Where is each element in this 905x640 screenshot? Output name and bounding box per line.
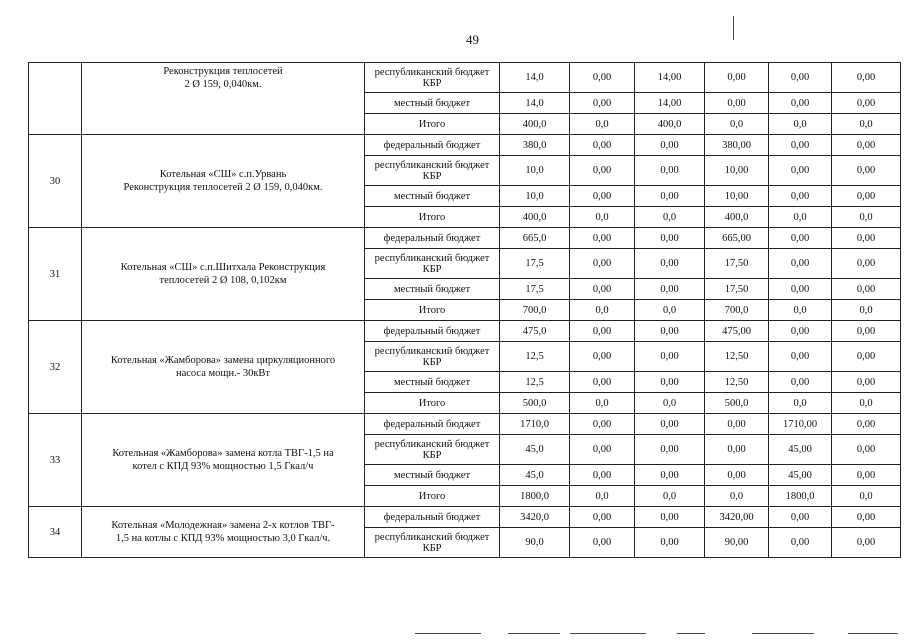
amount-cell: 380,0 — [500, 135, 570, 156]
project-description-cell — [82, 228, 365, 321]
amount-cell: 0,00 — [635, 414, 705, 435]
amount-cell: 0,0 — [832, 486, 901, 507]
funding-source-cell: республиканский бюджет КБР — [365, 156, 500, 186]
item-number-cell — [29, 63, 82, 135]
amount-cell: 0,00 — [832, 342, 901, 372]
amount-cell: 45,0 — [500, 465, 570, 486]
amount-cell: 0,0 — [570, 300, 635, 321]
amount-cell: 10,0 — [500, 186, 570, 207]
amount-cell: 0,0 — [769, 393, 832, 414]
amount-cell: 10,00 — [705, 156, 769, 186]
table-row — [29, 63, 901, 93]
amount-cell: 0,00 — [570, 228, 635, 249]
amount-cell: 0,00 — [570, 342, 635, 372]
amount-cell: 0,0 — [769, 300, 832, 321]
amount-cell: 665,00 — [705, 228, 769, 249]
amount-cell: 12,5 — [500, 342, 570, 372]
amount-cell: 400,0 — [500, 114, 570, 135]
amount-cell: 0,00 — [570, 93, 635, 114]
amount-cell: 0,00 — [570, 249, 635, 279]
amount-cell: 0,0 — [635, 300, 705, 321]
amount-cell: 17,50 — [705, 279, 769, 300]
amount-cell: 17,5 — [500, 279, 570, 300]
amount-cell: 0,0 — [832, 393, 901, 414]
amount-cell: 17,50 — [705, 249, 769, 279]
scan-mark — [570, 633, 646, 634]
project-description-line: котел с КПД 93% мощностью 1,5 Гкал/ч — [132, 461, 314, 472]
funding-source-cell: республиканский бюджет КБР — [365, 435, 500, 465]
amount-cell: 90,00 — [705, 528, 769, 558]
amount-cell: 0,00 — [769, 507, 832, 528]
project-description-line: Котельная «Жамборова» замена циркуляционного — [110, 355, 336, 366]
amount-cell: 0,0 — [635, 393, 705, 414]
amount-cell: 0,00 — [769, 135, 832, 156]
item-number-cell: 33 — [29, 414, 82, 507]
amount-cell: 0,00 — [570, 528, 635, 558]
amount-cell: 0,00 — [769, 249, 832, 279]
project-description-line: 2 Ø 159, 0,040км. — [184, 79, 262, 90]
amount-cell: 0,00 — [705, 465, 769, 486]
scan-mark — [848, 633, 898, 634]
funding-source-cell: федеральный бюджет — [365, 135, 500, 156]
table-row — [29, 414, 901, 435]
funding-source-cell: республиканский бюджет КБР — [365, 249, 500, 279]
amount-cell: 0,00 — [635, 156, 705, 186]
amount-cell: 400,0 — [500, 207, 570, 228]
amount-cell: 0,00 — [769, 93, 832, 114]
amount-cell: 0,00 — [832, 249, 901, 279]
project-description-cell — [82, 507, 365, 558]
funding-source-cell: местный бюджет — [365, 465, 500, 486]
funding-source-cell: республиканский бюджет КБР — [365, 63, 500, 93]
amount-cell: 0,00 — [570, 135, 635, 156]
item-number-cell: 32 — [29, 321, 82, 414]
amount-cell: 0,00 — [832, 93, 901, 114]
amount-cell: 0,00 — [769, 63, 832, 93]
amount-cell: 500,0 — [500, 393, 570, 414]
amount-cell: 14,00 — [635, 63, 705, 93]
table-row — [29, 228, 901, 249]
amount-cell: 0,00 — [769, 279, 832, 300]
project-description-cell — [82, 321, 365, 414]
funding-source-cell: местный бюджет — [365, 372, 500, 393]
amount-cell: 45,00 — [769, 465, 832, 486]
project-description-cell — [82, 414, 365, 507]
project-description-cell — [82, 63, 365, 135]
amount-cell: 0,00 — [769, 186, 832, 207]
amount-cell: 0,00 — [769, 372, 832, 393]
amount-cell: 0,00 — [635, 321, 705, 342]
amount-cell: 0,00 — [635, 279, 705, 300]
amount-cell: 0,0 — [705, 114, 769, 135]
page-number: 49 — [466, 32, 479, 47]
amount-cell: 45,0 — [500, 435, 570, 465]
amount-cell: 17,5 — [500, 249, 570, 279]
amount-cell: 0,0 — [635, 486, 705, 507]
amount-cell: 0,00 — [769, 156, 832, 186]
project-description-line: Котельная «Жамборова» замена котла ТВГ-1,5 на — [112, 448, 334, 459]
amount-cell: 14,00 — [635, 93, 705, 114]
amount-cell: 665,0 — [500, 228, 570, 249]
amount-cell: 0,00 — [832, 507, 901, 528]
table-row — [29, 321, 901, 342]
funding-source-cell: Итого — [365, 486, 500, 507]
amount-cell: 400,0 — [635, 114, 705, 135]
scan-mark — [677, 633, 705, 634]
funding-source-cell: федеральный бюджет — [365, 414, 500, 435]
amount-cell: 0,00 — [769, 342, 832, 372]
amount-cell: 0,00 — [635, 342, 705, 372]
amount-cell: 10,0 — [500, 156, 570, 186]
project-description-line: Котельная «Молодежная» замена 2-х котлов ТВГ- — [111, 520, 335, 531]
amount-cell: 0,0 — [570, 486, 635, 507]
amount-cell: 500,0 — [705, 393, 769, 414]
item-number-cell: 34 — [29, 507, 82, 558]
amount-cell: 1710,0 — [500, 414, 570, 435]
amount-cell: 0,00 — [769, 228, 832, 249]
amount-cell: 700,0 — [705, 300, 769, 321]
funding-source-cell: местный бюджет — [365, 93, 500, 114]
amount-cell: 700,0 — [500, 300, 570, 321]
amount-cell: 1710,00 — [769, 414, 832, 435]
amount-cell: 0,00 — [705, 63, 769, 93]
amount-cell: 0,00 — [635, 249, 705, 279]
amount-cell: 0,00 — [832, 321, 901, 342]
amount-cell: 0,0 — [832, 207, 901, 228]
amount-cell: 0,0 — [769, 207, 832, 228]
amount-cell: 0,00 — [832, 156, 901, 186]
amount-cell: 0,00 — [705, 414, 769, 435]
amount-cell: 0,00 — [635, 135, 705, 156]
amount-cell: 45,00 — [769, 435, 832, 465]
amount-cell: 0,0 — [570, 114, 635, 135]
amount-cell: 475,00 — [705, 321, 769, 342]
amount-cell: 0,00 — [832, 63, 901, 93]
amount-cell: 0,0 — [570, 393, 635, 414]
amount-cell: 0,00 — [832, 465, 901, 486]
amount-cell: 3420,00 — [705, 507, 769, 528]
amount-cell: 0,0 — [832, 300, 901, 321]
amount-cell: 0,00 — [635, 507, 705, 528]
amount-cell: 0,00 — [570, 372, 635, 393]
table-row — [29, 507, 901, 528]
funding-source-cell: Итого — [365, 114, 500, 135]
scan-mark — [508, 633, 560, 634]
funding-source-cell: республиканский бюджет КБР — [365, 342, 500, 372]
funding-source-cell: Итого — [365, 393, 500, 414]
amount-cell: 0,0 — [832, 114, 901, 135]
amount-cell: 0,00 — [570, 279, 635, 300]
amount-cell: 10,00 — [705, 186, 769, 207]
funding-source-cell: федеральный бюджет — [365, 321, 500, 342]
amount-cell: 0,0 — [635, 207, 705, 228]
budget-table-wrap — [28, 62, 901, 558]
amount-cell: 0,00 — [832, 372, 901, 393]
funding-source-cell: местный бюджет — [365, 279, 500, 300]
amount-cell: 0,00 — [832, 135, 901, 156]
amount-cell: 0,00 — [635, 435, 705, 465]
amount-cell: 0,00 — [832, 228, 901, 249]
amount-cell: 0,0 — [570, 207, 635, 228]
amount-cell: 0,0 — [769, 114, 832, 135]
amount-cell: 0,00 — [832, 414, 901, 435]
amount-cell: 0,00 — [832, 528, 901, 558]
amount-cell: 12,5 — [500, 372, 570, 393]
amount-cell: 0,00 — [769, 528, 832, 558]
funding-source-cell: Итого — [365, 207, 500, 228]
funding-source-cell: Итого — [365, 300, 500, 321]
project-description-line: Реконструкция теплосетей — [163, 66, 283, 77]
amount-cell: 12,50 — [705, 342, 769, 372]
project-description-cell — [82, 135, 365, 228]
funding-source-cell: федеральный бюджет — [365, 228, 500, 249]
amount-cell: 0,00 — [635, 186, 705, 207]
amount-cell: 475,0 — [500, 321, 570, 342]
amount-cell: 380,00 — [705, 135, 769, 156]
funding-source-cell: местный бюджет — [365, 186, 500, 207]
scan-mark — [415, 633, 481, 634]
funding-source-cell: федеральный бюджет — [365, 507, 500, 528]
amount-cell: 0,00 — [635, 528, 705, 558]
scan-mark — [752, 633, 814, 634]
amount-cell: 0,00 — [832, 186, 901, 207]
amount-cell: 0,00 — [832, 279, 901, 300]
amount-cell: 0,00 — [570, 435, 635, 465]
amount-cell: 0,00 — [635, 228, 705, 249]
project-description-line: теплосетей 2 Ø 108, 0,102км — [159, 275, 287, 286]
amount-cell: 400,0 — [705, 207, 769, 228]
amount-cell: 0,00 — [570, 507, 635, 528]
amount-cell: 0,00 — [570, 414, 635, 435]
project-description-line: насоса мощн.- 30кВт — [175, 368, 271, 379]
amount-cell: 12,50 — [705, 372, 769, 393]
item-number-cell: 31 — [29, 228, 82, 321]
amount-cell: 0,00 — [832, 435, 901, 465]
amount-cell: 0,00 — [769, 321, 832, 342]
amount-cell: 0,00 — [570, 63, 635, 93]
amount-cell: 0,00 — [570, 465, 635, 486]
amount-cell: 0,00 — [570, 186, 635, 207]
amount-cell: 3420,0 — [500, 507, 570, 528]
amount-cell: 0,00 — [570, 321, 635, 342]
funding-source-cell: республиканский бюджет КБР — [365, 528, 500, 558]
budget-table — [28, 62, 901, 558]
amount-cell: 0,00 — [635, 465, 705, 486]
project-description-line: Котельная «СШ» с.п.Шитхала Реконструкция — [120, 262, 326, 273]
item-number-cell: 30 — [29, 135, 82, 228]
amount-cell: 0,00 — [635, 372, 705, 393]
amount-cell: 1800,0 — [500, 486, 570, 507]
scan-mark — [733, 16, 734, 40]
amount-cell: 1800,0 — [769, 486, 832, 507]
amount-cell: 0,0 — [705, 486, 769, 507]
project-description-line: Реконструкция теплосетей 2 Ø 159, 0,040км. — [123, 182, 323, 193]
amount-cell: 0,00 — [570, 156, 635, 186]
project-description-line: Котельная «СШ» с.п.Урвань — [159, 169, 287, 180]
amount-cell: 14,0 — [500, 63, 570, 93]
amount-cell: 0,00 — [705, 435, 769, 465]
amount-cell: 0,00 — [705, 93, 769, 114]
table-row — [29, 135, 901, 156]
project-description-line: 1,5 на котлы с КПД 93% мощностью 3,0 Гкал/ч. — [115, 533, 331, 544]
amount-cell: 90,0 — [500, 528, 570, 558]
amount-cell: 14,0 — [500, 93, 570, 114]
